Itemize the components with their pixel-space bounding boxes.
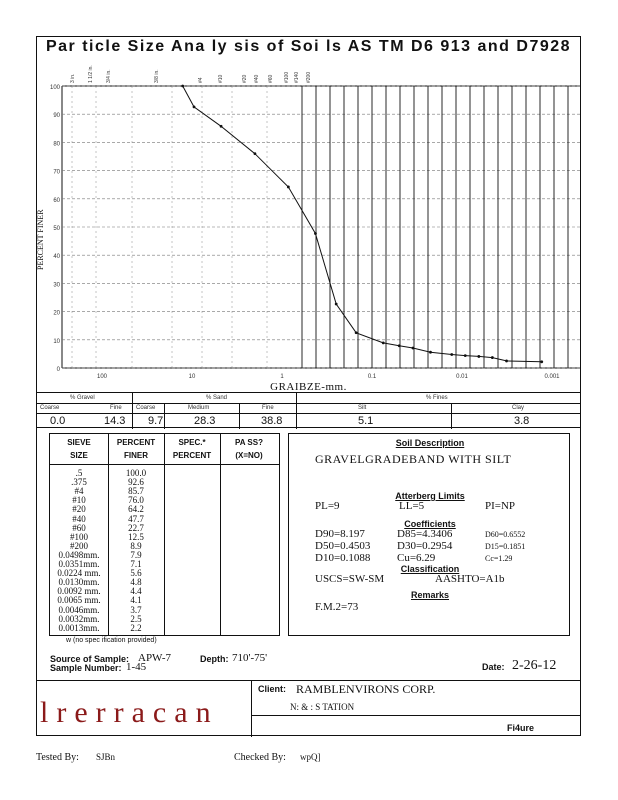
coef-cu: Cu=6.29 (397, 552, 436, 564)
sieve-size-cell: #100 (70, 531, 88, 542)
percent-finer-cell: 100.0 (125, 468, 147, 478)
percent-finer-cell: 4.8 (130, 577, 142, 588)
fine-gravel-value: 14.3 (104, 415, 126, 427)
y-tick-label: 80 (53, 141, 60, 148)
sieve-tick-label: 3/4 in. (106, 69, 112, 83)
coef-d10: D10=0.1088 (315, 552, 371, 564)
coef-d30: D30=0.2954 (397, 540, 453, 552)
spec-percent-header: PERCENT (172, 451, 212, 460)
percent-finer-cell: 5.6 (130, 568, 142, 579)
sieve-tick-label: #60 (268, 74, 274, 83)
percent-finer-cell: 3.7 (130, 604, 142, 615)
client-value: RAMBLENVIRONS CORP. (296, 682, 436, 696)
sieve-tick-label: 3 in. (70, 73, 76, 83)
clay-value: 3.8 (514, 415, 530, 427)
percent-finer-cell: 64.2 (128, 504, 144, 515)
coef-cc: Cc=1.29 (485, 554, 513, 563)
y-tick-label: 30 (53, 282, 60, 289)
percent-finer-cell: 92.6 (128, 477, 144, 488)
sieve-size-cell: #200 (70, 540, 88, 551)
y-tick-label: 0 (56, 367, 60, 373)
clay-header: Clay (512, 405, 525, 411)
sieve-tick-label: #200 (306, 71, 312, 83)
y-tick-label: 40 (53, 254, 60, 261)
figure-label: Fi4ure (507, 723, 535, 733)
sieve-tick-label: 3/8 in. (154, 69, 160, 83)
sieve-tick-label: 1 1/2 in. (88, 65, 94, 83)
sand-header: % Sand (206, 395, 228, 401)
y-tick-label: 20 (53, 310, 60, 317)
sieve-table (49, 433, 280, 636)
depth-label: Depth: (200, 654, 229, 664)
medium-sand-value: 28.3 (194, 415, 216, 427)
sieve-tick-label: #10 (218, 74, 224, 83)
checked-by-label: Checked By: (234, 752, 286, 763)
remarks-heading: Remarks (410, 590, 450, 600)
sieve-size-cell: 0.0224 mm. (57, 568, 101, 579)
coarse-gravel-header: Coarse (40, 405, 60, 411)
project-line: N: & : S TATION (290, 702, 355, 712)
sieve-tick-label: #140 (294, 71, 300, 83)
uscs-class: USCS=SW-SM (315, 573, 385, 585)
sieve-size-cell: 0.0013mm. (58, 622, 100, 633)
percent-finer-cell: 85.7 (128, 486, 144, 497)
depth-value: 710'-75' (232, 652, 268, 664)
fine-sand-header: Fine (262, 405, 274, 411)
soil-description-text: GRAVELGRADEBAND WITH SILT (315, 452, 512, 466)
report-title: Par ticle Size Ana ly sis of Soi ls AS TM D6 913 and D7928 (45, 38, 572, 55)
source-label: Source of Sample: (50, 654, 130, 664)
coef-d85: D85=4.3406 (397, 528, 453, 540)
coefficients-heading: Coefficients (404, 519, 456, 529)
sieve-size-cell: #60 (72, 522, 86, 533)
spec-note: w (no spec ification provided) (66, 637, 157, 644)
silt-header: Silt (358, 405, 367, 411)
plasticity-index: PI=NP (485, 500, 516, 512)
percent-finer-cell: 12.5 (128, 531, 144, 542)
sieve-size-cell: 0.0065 mm. (57, 595, 101, 606)
sieve-size-cell: #10 (72, 495, 86, 506)
medium-sand-header: Medium (188, 405, 210, 411)
x-tick-label: 0.01 (456, 374, 468, 380)
x-tick-label: 10 (188, 374, 196, 380)
sieve-size-cell: .5 (75, 468, 83, 478)
classification-heading: Classification (400, 564, 460, 574)
percent-finer-cell: 4.1 (130, 595, 142, 606)
atterberg-heading: Atterberg Limits (395, 491, 465, 501)
sieve-size-cell: #40 (72, 513, 86, 524)
sieve-header: SIEVE (67, 438, 91, 447)
percent-finer-cell: 47.7 (128, 513, 144, 524)
coarse-sand-value: 9.7 (148, 415, 164, 427)
sieve-size-cell: 0.0498mm. (58, 549, 100, 560)
date-value: 2-26-12 (512, 658, 557, 673)
sieve-size-cell: 0.0032mm. (58, 613, 100, 624)
sieve-size-cell: 0.0351mm. (58, 559, 100, 569)
sieve-size-cell: #20 (72, 504, 86, 515)
x-tick-label: 0.1 (367, 374, 377, 380)
plastic-limit: PL=9 (315, 500, 340, 512)
tested-by-value: SJBn (96, 752, 116, 762)
percent-finer-cell: 4.4 (130, 586, 142, 597)
percent-finer-cell: 7.9 (130, 549, 142, 560)
gradation-band (36, 392, 581, 428)
fineness-modulus: F.M.2=73 (315, 601, 359, 613)
grain-size-chart (49, 65, 581, 382)
sieve-size-cell: 0.0046mm. (58, 604, 100, 615)
sieve-size-cell: 0.0092 mm. (57, 586, 101, 597)
table-row (50, 623, 279, 633)
fine-sand-value: 38.8 (261, 415, 283, 427)
coef-d15: D15=0.1851 (485, 542, 526, 551)
percent-header: PERCENT (116, 438, 156, 447)
y-axis-label: PERCENT FINER (36, 209, 45, 270)
soil-description-heading: Soil Description (395, 438, 465, 448)
aashto-class: AASHTO=A1b (435, 573, 505, 585)
y-tick-label: 100 (49, 85, 60, 91)
sieve-size-cell: 0.0130mm. (58, 577, 100, 588)
percent-finer-cell: 2.2 (130, 622, 142, 633)
silt-value: 5.1 (358, 415, 374, 427)
checked-by-value: wpQ] (300, 752, 321, 762)
fine-gravel-header: Fine (110, 405, 122, 411)
soil-description-box (288, 433, 570, 636)
sieve-tick-label: #4 (198, 77, 204, 83)
sieve-tick-label: #20 (242, 74, 248, 83)
size-header: SIZE (70, 451, 88, 460)
y-tick-label: 70 (53, 169, 60, 176)
percent-finer-cell: 76.0 (128, 495, 144, 506)
x-tick-label: 1 (280, 374, 284, 380)
sieve-tick-label: #100 (284, 71, 290, 83)
percent-finer-cell: 22.7 (128, 522, 144, 533)
finer-header: FINER (124, 451, 148, 460)
sieve-size-cell: #4 (74, 486, 84, 497)
pass-xno-header: (X=NO) (235, 451, 263, 460)
source-value: APW-7 (138, 652, 171, 664)
sieve-tick-label: #40 (254, 74, 260, 83)
x-tick-label: 0.001 (544, 374, 560, 380)
coef-d90: D90=8.197 (315, 528, 365, 540)
sieve-size-cell: .375 (71, 477, 87, 488)
coarse-sand-header: Coarse (136, 405, 156, 411)
fines-header: % Fines (426, 395, 448, 401)
x-tick-label: 100 (96, 374, 108, 380)
y-tick-label: 10 (53, 338, 60, 345)
y-tick-label: 90 (53, 113, 60, 120)
pass-header: PA SS? (234, 438, 263, 447)
percent-finer-cell: 7.1 (130, 559, 142, 569)
spec-header: SPEC.* (178, 438, 206, 447)
coef-d50: D50=0.4503 (315, 540, 371, 552)
percent-finer-cell: 8.9 (130, 540, 142, 551)
gradation-curve (183, 86, 542, 362)
sample-number-value: 1-45 (126, 661, 147, 673)
y-tick-label: 50 (53, 226, 60, 232)
liquid-limit: LL=5 (399, 500, 425, 512)
x-axis-label: GRAIBZE-mm. (270, 381, 347, 393)
sample-number-label: Sample Number: (50, 663, 122, 673)
coef-d60: D60=0.6552 (485, 530, 526, 539)
gravel-header: % Gravel (70, 395, 95, 401)
coarse-gravel-value: 0.0 (50, 415, 66, 427)
y-tick-label: 60 (53, 197, 60, 204)
tested-by-label: Tested By: (36, 752, 79, 763)
client-label: Client: (258, 684, 286, 694)
company-logo: lrerracan (40, 696, 219, 729)
percent-finer-cell: 2.5 (130, 613, 142, 624)
date-label: Date: (482, 662, 505, 672)
